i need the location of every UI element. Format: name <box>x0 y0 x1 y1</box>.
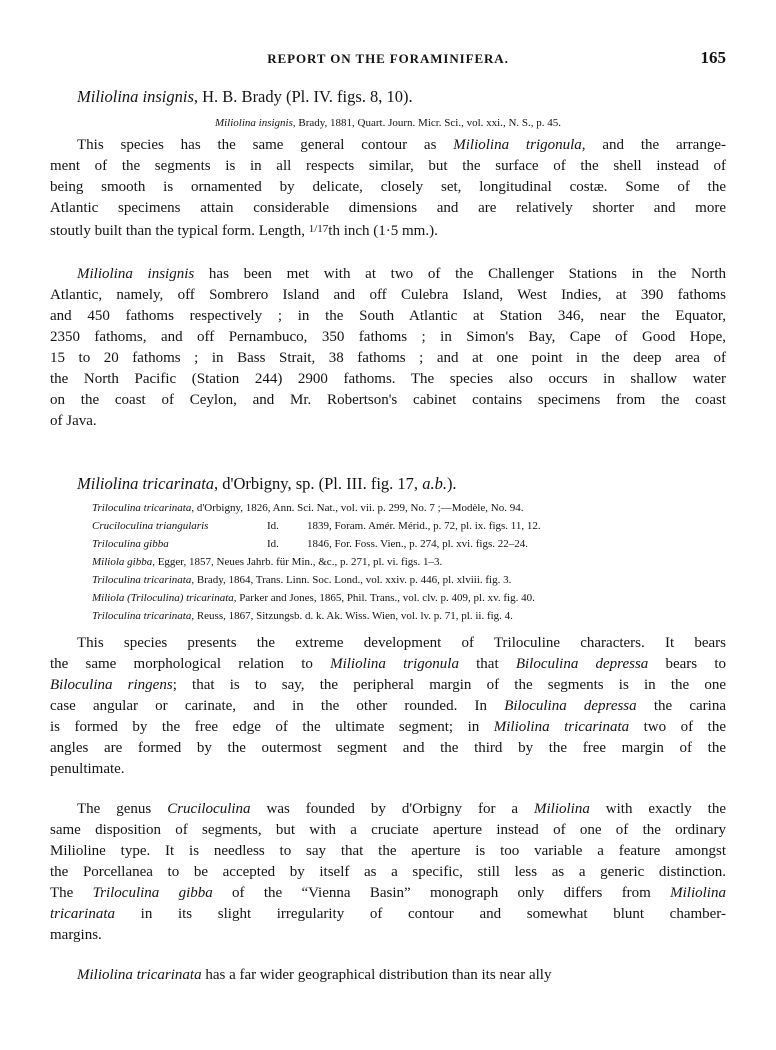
text-line: is formed by the free edge of the ultimate segment; in Miliolina tricarinata two of the <box>50 719 726 735</box>
text-line: ment of the segments is in all respects similar, but the surface of the shell instead of <box>50 158 726 174</box>
synonym-name: Miliolina insignis <box>214 117 293 129</box>
paragraph-insignis-distribution <box>50 264 726 432</box>
text-line: the Porcellanea to be accepted by itself as a specific, still less as a generic distinction. <box>50 864 726 880</box>
species-heading-tricarinata: Miliolina tricarinata, d'Orbigny, sp. (Pl. III. fig. 17, a.b.). <box>77 474 457 493</box>
paragraph-tricarinata-description <box>50 633 726 780</box>
text-line: being smooth is ornamented by delicate, closely set, longitudinal costæ. Some of the <box>50 179 726 195</box>
text-line: of Java. <box>50 413 97 429</box>
text-line: Atlantic specimens attain considerable dimensions and are relatively shorter and more <box>50 200 726 216</box>
synonym-name: Triloculina gibba <box>92 538 169 550</box>
text-line: and 450 fathoms respectively ; in the South Atlantic at Station 346, near the Equator, <box>50 308 726 324</box>
text-line: 15 to 20 fathoms ; in Bass Strait, 38 fathoms ; and at one point in the deep area of <box>50 350 726 366</box>
text-line: The Triloculina gibba of the “Vienna Basin” monograph only differs from Miliolina <box>50 885 726 901</box>
text-line: Atlantic, namely, off Sombrero Island and off Culebra Island, West Indies, at 390 fathoms <box>50 287 726 303</box>
text-line: the North Pacific (Station 244) 2900 fathoms. The species also occurs in shallow water <box>50 371 726 387</box>
page-number: 165 <box>700 48 726 67</box>
heading-citation: , H. B. Brady (Pl. IV. figs. 8, 10). <box>193 87 413 106</box>
synonym-line <box>50 117 726 129</box>
synonym-line: Triloculina tricarinata, Reuss, 1867, Sitzungsb. d. k. Ak. Wiss. Wien, vol. lv. p. 71, pl. ii. fig. 4. <box>92 610 513 622</box>
synonym-citation: , Brady, 1881, Quart. Journ. Micr. Sci., vol. xxi., N. S., p. 45. <box>292 117 562 129</box>
species-heading-insignis <box>77 87 413 107</box>
species-name: Miliolina tricarinata <box>77 474 215 493</box>
text-line: tricarinata in its slight irregularity of contour and somewhat blunt chamber- <box>50 906 726 922</box>
synonym-line: Triloculina tricarinata, Brady, 1864, Trans. Linn. Soc. Lond., vol. xxiv. p. 446, pl. xlviii. fig. 3. <box>92 574 512 586</box>
running-title: REPORT ON THE FORAMINIFERA. <box>267 51 509 66</box>
synonym-line: Triloculina gibba Id. 1846, For. Foss. Vien., p. 274, pl. xvi. figs. 22–24. <box>92 538 528 550</box>
text-line: Miliolina insignis has been met with at two of the Challenger Stations in the North <box>77 266 726 282</box>
running-header <box>50 48 726 72</box>
synonym-name: Miliola gibba <box>92 556 153 568</box>
text-line: This species presents the extreme development of Triloculine characters. It bears <box>77 635 726 651</box>
species-name: Miliolina insignis <box>77 87 194 106</box>
synonym-line: Miliola (Triloculina) tricarinata, Parker and Jones, 1865, Phil. Trans., vol. clv. p. 409, pl. xv. fig. 40. <box>92 592 535 604</box>
synonym-line: Miliola gibba, Egger, 1857, Neues Jahrb. für Min., &c., p. 271, pl. vi. figs. 1–3. <box>92 556 443 568</box>
paragraph-insignis-description <box>50 135 726 240</box>
synonym-name: Cruciloculina triangularis <box>92 520 209 532</box>
text-line: same disposition of segments, but with a cruciate aperture instead of one of the ordinary <box>50 822 726 838</box>
text-line: This species has the same general contour as Miliolina trigonula, and the arrange- <box>77 137 726 153</box>
text-line: stoutly built than the typical form. Length, $^{1/17}$th inch (1·5 mm.). <box>50 223 438 239</box>
text-line: the same morphological relation to Miliolina trigonula that Biloculina depressa bears to <box>50 656 726 672</box>
text-line: penultimate. <box>50 761 125 777</box>
synonym-line: Cruciloculina triangularis Id. 1839, Foram. Amér. Mérid., p. 72, pl. ix. figs. 11, 12. <box>92 520 541 532</box>
text-line: The genus Cruciloculina was founded by d'Orbigny for a Miliolina with exactly the <box>77 801 726 817</box>
text-line: case angular or carinate, and in the other rounded. In Biloculina depressa the carina <box>50 698 726 714</box>
paragraph-cruciloculina <box>50 799 726 946</box>
fraction: 1/17 <box>308 223 329 235</box>
synonym-name: Miliola (Triloculina) tricarinata <box>92 592 234 604</box>
synonym-name: Triloculina tricarinata <box>92 610 192 622</box>
synonym-name: Triloculina tricarinata <box>92 502 192 514</box>
text-line: on the coast of Ceylon, and Mr. Robertson's cabinet contains specimens from the coast <box>50 392 726 408</box>
text-line: 2350 fathoms, and off Pernambuco, 350 fathoms ; in Simon's Bay, Cape of Good Hope, <box>50 329 726 345</box>
text-line: Biloculina ringens; that is to say, the peripheral margin of the segments is in the one <box>50 677 726 693</box>
text-line: Miliolina tricarinata has a far wider geographical distribution than its near ally <box>77 967 552 983</box>
paragraph-tricarinata-distribution <box>50 965 726 986</box>
text-line: angles are formed by the outermost segment and the third by the free margin of the <box>50 740 726 756</box>
synonym-name: Triloculina tricarinata <box>92 574 192 586</box>
text-line: margins. <box>50 927 102 943</box>
synonym-line: Triloculina tricarinata, d'Orbigny, 1826, Ann. Sci. Nat., vol. vii. p. 299, No. 7 ;—Modèle, No. 94. <box>92 502 524 514</box>
text-line: Milioline type. It is needless to say that the aperture is too variable a feature amongst <box>50 843 726 859</box>
